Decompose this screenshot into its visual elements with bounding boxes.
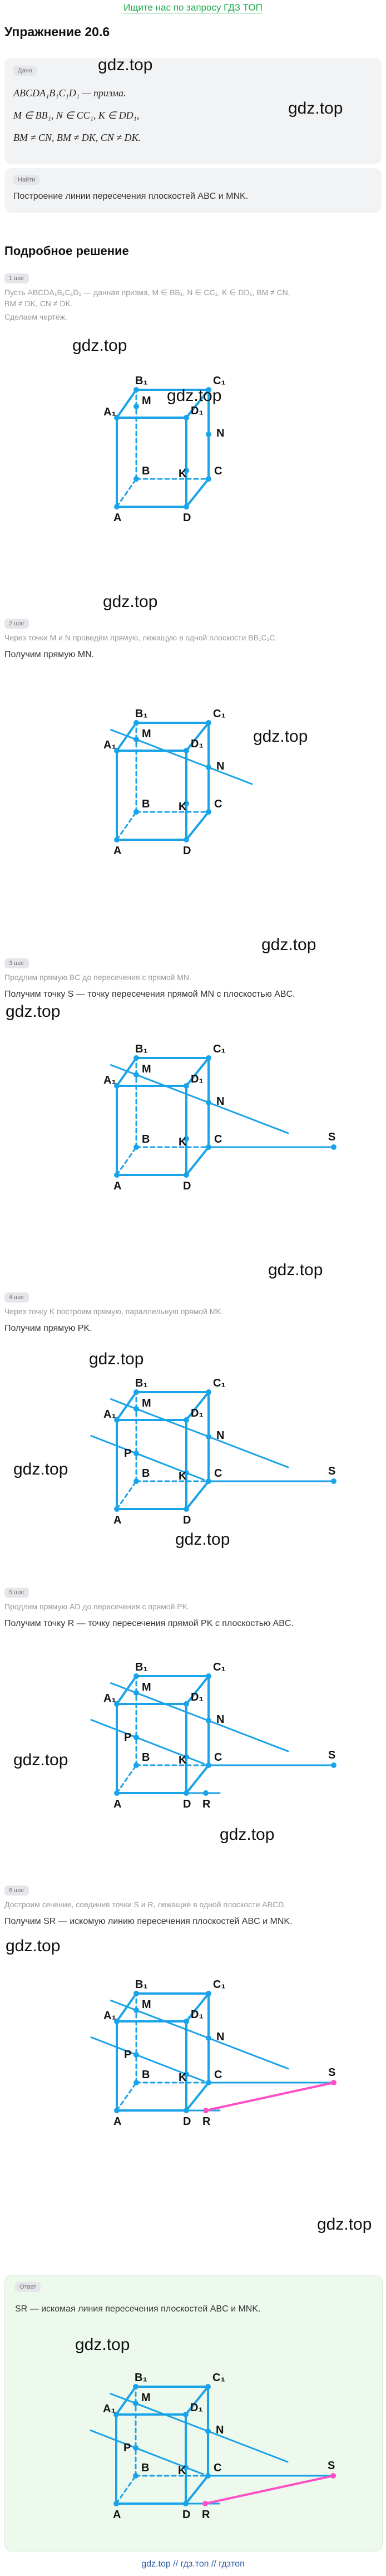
point-a — [114, 1790, 120, 1796]
point-d — [183, 2501, 189, 2506]
point-d1 — [183, 2412, 189, 2417]
point-label-m: M — [142, 1063, 151, 1075]
point-label-b: B — [142, 2069, 150, 2081]
point-p — [133, 2445, 138, 2451]
point-c1 — [206, 1991, 211, 1996]
point-m — [133, 2007, 139, 2013]
step-3-result: Получим точку S — точку пересечения прямой MN с плоскостью ABC. — [4, 990, 295, 999]
figure-step-2 — [103, 689, 345, 862]
point-label-a1: A₁ — [103, 739, 116, 751]
step-4-text: Через точку K построим прямую, параллельную прямой MK. — [4, 1307, 224, 1316]
point-label-a1: A₁ — [103, 2403, 116, 2415]
figure-step-1 — [103, 356, 284, 524]
figure-step-6 — [103, 1960, 345, 2133]
given-chip: Дано — [13, 66, 37, 76]
point-a — [114, 1172, 120, 1178]
point-s — [331, 2080, 336, 2085]
edge-dc — [186, 479, 209, 507]
point-r — [203, 1790, 209, 1796]
point-label-k: K — [179, 1754, 187, 1766]
point-label-n: N — [216, 1713, 225, 1726]
point-n — [205, 2428, 211, 2434]
point-b1 — [133, 1389, 139, 1395]
point-label-s: S — [328, 1131, 336, 1143]
point-label-m: M — [142, 395, 151, 407]
point-d — [184, 837, 189, 843]
exercise-title: Упражнение 20.6 — [4, 25, 110, 39]
point-m — [133, 1406, 139, 1412]
point-c — [206, 1762, 211, 1768]
point-label-n: N — [216, 1429, 225, 1442]
edge-ab-hidden — [116, 2476, 136, 2504]
point-label-b: B — [142, 798, 150, 810]
point-label-n: N — [216, 2424, 224, 2436]
point-label-r: R — [202, 2509, 210, 2521]
point-label-m: M — [142, 1999, 151, 2011]
point-c — [205, 2473, 211, 2479]
point-d — [184, 1172, 189, 1178]
watermark: gdz.top — [167, 386, 222, 405]
point-label-p: P — [123, 2442, 131, 2454]
top-search-link[interactable]: Ищите нас по запросу ГДЗ ТОП — [123, 2, 263, 13]
point-label-d: D — [183, 1514, 191, 1526]
edge-ab-hidden — [117, 1765, 136, 1793]
point-b1 — [133, 387, 139, 393]
point-b1 — [133, 1991, 139, 1996]
point-label-p: P — [124, 2049, 132, 2061]
point-m — [133, 1072, 139, 1078]
point-a — [114, 837, 120, 843]
edge-a1b1 — [117, 1392, 136, 1420]
point-c — [206, 1144, 211, 1150]
point-label-c1: C₁ — [213, 1978, 226, 1991]
point-label-a: A — [113, 1180, 122, 1192]
point-label-c1: C₁ — [212, 2372, 225, 2384]
watermark: gdz.top — [98, 56, 153, 74]
point-c — [206, 476, 211, 482]
point-label-s: S — [328, 1749, 336, 1761]
edge-ab-hidden — [117, 2083, 136, 2110]
answer-box — [4, 2275, 383, 2551]
point-label-d: D — [182, 2509, 191, 2521]
point-c1 — [206, 720, 211, 726]
point-p — [133, 1451, 139, 1456]
point-m — [133, 2401, 138, 2406]
edge-a1b1 — [117, 723, 136, 751]
point-b1 — [133, 2384, 138, 2389]
figure-step-4 — [103, 1359, 345, 1531]
point-d — [184, 2108, 189, 2113]
watermark: gdz.top — [13, 1460, 68, 1478]
point-label-a1: A₁ — [103, 1408, 116, 1421]
edge-dc — [186, 812, 209, 840]
point-d1 — [184, 1701, 189, 1707]
step-1-text: Пусть ABCDA₁B₁C₁D₁ — данная призма, M ∈ BB₁, N ∈ CC₁, K ∈ DD₁, BM ≠ CN, — [4, 288, 290, 297]
edge-a1b1 — [117, 1058, 136, 1086]
point-n — [206, 2035, 211, 2041]
point-d — [184, 1790, 189, 1796]
point-label-p: P — [124, 1447, 132, 1460]
point-label-p: P — [124, 1731, 132, 1744]
point-label-m: M — [142, 728, 151, 740]
point-c — [206, 809, 211, 815]
point-label-k: K — [179, 1136, 187, 1148]
point-d1 — [184, 748, 189, 753]
point-label-d1: D₁ — [191, 1691, 204, 1703]
step-4-result: Получим прямую PK. — [4, 1324, 92, 1333]
step-6-text: Достроим сечение, соединив точки S и R, лежащие в одной плоскости ABCD. — [4, 1900, 286, 1909]
point-c1 — [206, 1055, 211, 1061]
find-chip: Найти — [13, 175, 39, 185]
step-5-text: Продлим прямую AD до пересечения с прямой PK. — [4, 1602, 190, 1611]
point-label-a1: A₁ — [103, 2010, 116, 2022]
point-label-c1: C₁ — [213, 375, 226, 387]
point-c — [206, 2080, 211, 2085]
point-label-c: C — [214, 798, 222, 810]
step-3-text: Продлим прямую BC до пересечения с прямой MN. — [4, 973, 191, 982]
point-b — [133, 1478, 139, 1484]
point-label-a: A — [113, 512, 122, 524]
given-line-1: ABCDA₁B₁C₁D₁ — призма. — [13, 87, 126, 99]
answer-chip: Ответ — [15, 2282, 41, 2292]
point-b — [133, 476, 139, 482]
step-6-result: Получим SR — искомую линию пересечения плоскостей ABC и MNK. — [4, 1917, 293, 1926]
point-label-m: M — [141, 2392, 151, 2404]
point-label-b: B — [142, 1467, 150, 1480]
point-label-d: D — [183, 2115, 191, 2128]
watermark: gdz.top — [317, 2215, 372, 2234]
step-2-result: Получим прямую MN. — [4, 650, 95, 659]
figure-answer — [105, 2353, 344, 2531]
point-label-a1: A₁ — [103, 406, 116, 418]
point-a — [114, 1506, 120, 1512]
point-label-b: B — [142, 465, 150, 477]
watermark: gdz.top — [75, 2335, 130, 2354]
point-label-n: N — [216, 1095, 225, 1108]
point-label-d: D — [183, 845, 191, 857]
point-d1 — [184, 1417, 189, 1423]
edge-a1b1 — [117, 1676, 136, 1704]
point-b — [133, 1762, 139, 1768]
edge-dc — [186, 1481, 209, 1509]
point-label-d: D — [183, 1180, 191, 1192]
edge-a1b1 — [116, 2387, 136, 2415]
point-label-a1: A₁ — [103, 1692, 116, 1705]
watermark: gdz.top — [288, 99, 343, 117]
given-line-2: M ∈ BB₁, N ∈ CC₁, K ∈ DD₁, — [13, 110, 140, 121]
step-3-chip: 3 шаг — [4, 958, 29, 968]
point-label-a: A — [113, 2509, 121, 2521]
step-5-chip: 5 шаг — [4, 1588, 29, 1598]
point-b1 — [133, 720, 139, 726]
point-label-r: R — [202, 2115, 211, 2128]
point-label-a: A — [113, 1514, 122, 1526]
point-label-a: A — [113, 845, 122, 857]
step-3 — [4, 958, 382, 1000]
point-label-c: C — [214, 465, 222, 477]
point-label-a: A — [113, 1798, 122, 1810]
point-label-b1: B₁ — [135, 1978, 148, 1991]
step-2-text: Через точки M и N проведём прямую, лежащую в одной плоскости BB₁C₁C. — [4, 633, 278, 642]
step-1-text: Сделаем чертёж. — [4, 312, 67, 321]
watermark: gdz.top — [72, 336, 127, 355]
edge-ab-hidden — [117, 1147, 136, 1175]
edge-ab-hidden — [117, 479, 136, 507]
point-label-d1: D₁ — [191, 2009, 204, 2021]
point-d1 — [184, 2019, 189, 2024]
point-label-b1: B₁ — [135, 1377, 148, 1389]
point-label-s: S — [328, 2066, 336, 2079]
point-c1 — [206, 1673, 211, 1679]
point-d1 — [184, 415, 189, 420]
point-b1 — [133, 1055, 139, 1061]
edge-ab-hidden — [117, 812, 136, 840]
given-box — [4, 58, 382, 164]
point-label-d1: D₁ — [191, 405, 204, 417]
point-b — [133, 809, 139, 815]
step-4-chip: 4 шаг — [4, 1292, 29, 1302]
point-label-d1: D₁ — [191, 1407, 204, 1419]
point-label-k: K — [178, 2465, 186, 2477]
point-label-n: N — [216, 2031, 225, 2043]
watermark: gdz.top — [6, 1002, 61, 1021]
point-s — [331, 1478, 336, 1484]
watermark: gdz.top — [261, 936, 316, 954]
edge-ab-hidden — [117, 1481, 136, 1509]
point-label-c1: C₁ — [213, 1661, 226, 1673]
point-label-k: K — [179, 1470, 187, 1482]
solution-title: Подробное решение — [4, 244, 129, 258]
step-6 — [4, 1885, 382, 1927]
point-label-m: M — [142, 1681, 151, 1693]
point-label-a: A — [113, 2115, 122, 2128]
point-label-s: S — [328, 1465, 336, 1477]
point-r — [203, 2108, 209, 2113]
edge-a1b1 — [117, 1994, 136, 2021]
point-label-b: B — [142, 1133, 150, 1145]
watermark: gdz.top — [89, 1350, 144, 1368]
point-m — [133, 404, 139, 409]
line-sr — [205, 2476, 333, 2504]
point-label-b1: B₁ — [135, 708, 148, 720]
step-4 — [4, 1292, 382, 1334]
point-label-d: D — [183, 512, 191, 524]
step-1-chip: 1 шаг — [4, 273, 29, 283]
point-p — [133, 1735, 139, 1740]
point-b — [133, 2080, 139, 2085]
line-sr — [206, 2083, 334, 2110]
point-p — [133, 2052, 139, 2058]
point-label-r: R — [202, 1798, 211, 1810]
edge-a1b1 — [117, 390, 136, 418]
step-2-chip: 2 шаг — [4, 619, 29, 629]
point-b1 — [133, 1673, 139, 1679]
point-s — [330, 2473, 336, 2479]
point-label-d1: D₁ — [191, 738, 204, 750]
point-n — [206, 432, 211, 437]
point-label-c1: C₁ — [213, 1043, 226, 1055]
point-c — [206, 1478, 211, 1484]
point-label-n: N — [216, 760, 225, 772]
point-label-b: B — [141, 2462, 150, 2474]
point-label-d1: D₁ — [191, 1073, 204, 1085]
step-5 — [4, 1587, 382, 1629]
point-label-c: C — [214, 1467, 222, 1480]
footer-links[interactable]: gdz.top // гдз.топ // гдзтоп — [141, 2559, 245, 2569]
point-label-b: B — [142, 1751, 150, 1764]
point-d1 — [184, 1083, 189, 1089]
point-label-b1: B₁ — [135, 1661, 148, 1673]
point-label-k: K — [179, 801, 187, 813]
step-2 — [4, 618, 382, 660]
find-box — [4, 168, 382, 213]
step-5-result: Получим точку R — точку пересечения прямой PK с плоскостью ABC. — [4, 1619, 294, 1628]
point-a — [114, 2108, 120, 2113]
point-d — [184, 1506, 189, 1512]
point-label-n: N — [216, 427, 225, 439]
point-label-d: D — [183, 1798, 191, 1810]
point-n — [206, 1718, 211, 1723]
step-6-chip: 6 шаг — [4, 1886, 29, 1896]
point-n — [206, 1434, 211, 1439]
point-m — [133, 737, 139, 742]
watermark: gdz.top — [103, 592, 158, 611]
point-s — [331, 1144, 336, 1150]
edge-dc — [186, 1147, 209, 1175]
answer-text: SR — искомая линия пересечения плоскостей ABC и MNK. — [15, 2304, 261, 2314]
point-label-c1: C₁ — [213, 708, 226, 720]
step-1-text: BM ≠ DK, CN ≠ DK. — [4, 299, 73, 308]
point-n — [206, 765, 211, 770]
watermark: gdz.top — [253, 727, 308, 746]
figure-step-3 — [103, 1025, 345, 1197]
point-a — [113, 2501, 119, 2506]
point-label-b1: B₁ — [135, 375, 148, 387]
edge-dc — [186, 2083, 209, 2110]
step-1 — [4, 273, 382, 322]
point-a — [114, 504, 120, 510]
point-b — [133, 2473, 138, 2479]
point-label-b1: B₁ — [135, 2372, 147, 2384]
point-label-c: C — [214, 1133, 222, 1145]
watermark: gdz.top — [268, 1261, 323, 1279]
watermark: gdz.top — [13, 1751, 68, 1769]
point-label-c: C — [214, 2462, 222, 2474]
given-line-3: BM ≠ CN, BM ≠ DK, CN ≠ DK. — [13, 132, 141, 143]
point-m — [133, 1690, 139, 1696]
point-label-s: S — [328, 2460, 335, 2472]
point-n — [206, 1100, 211, 1105]
point-label-k: K — [179, 468, 187, 480]
point-d — [184, 504, 189, 510]
watermark: gdz.top — [6, 1937, 61, 1955]
point-label-c: C — [214, 2069, 222, 2081]
figure-step-5 — [103, 1643, 345, 1815]
point-label-k: K — [179, 2071, 187, 2084]
watermark: gdz.top — [175, 1530, 230, 1549]
point-r — [202, 2501, 208, 2506]
point-label-c1: C₁ — [213, 1377, 226, 1389]
point-label-b1: B₁ — [135, 1043, 148, 1055]
point-c1 — [206, 1389, 211, 1395]
edge-dc — [186, 2476, 208, 2504]
point-label-m: M — [142, 1397, 151, 1409]
point-label-d1: D₁ — [190, 2402, 203, 2414]
point-label-a1: A₁ — [103, 1074, 116, 1086]
point-b — [133, 1144, 139, 1150]
find-text: Построение линии пересечения плоскостей ABC и MNK. — [13, 192, 249, 201]
point-label-c: C — [214, 1751, 222, 1764]
line-mn — [111, 730, 253, 785]
point-s — [331, 1762, 336, 1768]
watermark: gdz.top — [220, 1825, 275, 1844]
edge-dc — [186, 1765, 209, 1793]
point-c1 — [205, 2384, 211, 2389]
